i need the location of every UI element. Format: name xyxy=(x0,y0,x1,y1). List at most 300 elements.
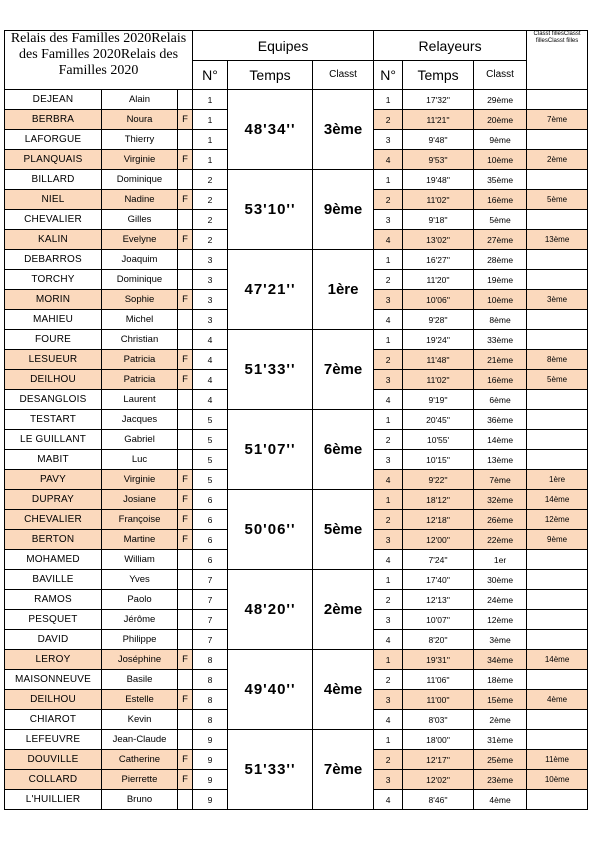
runner-team-number: 2 xyxy=(193,190,228,210)
runner-girls-rank: 1ère xyxy=(527,470,588,490)
runner-time: 10'55' xyxy=(403,430,474,450)
runner-girls-rank xyxy=(527,590,588,610)
runner-time: 11'00'' xyxy=(403,690,474,710)
runner-time: 17'40'' xyxy=(403,570,474,590)
runner-first-name: Joséphine xyxy=(102,650,178,670)
runner-female-flag xyxy=(178,710,193,730)
runner-rank: 30ème xyxy=(474,570,527,590)
runner-last-name: LESUEUR xyxy=(5,350,102,370)
runner-last-name: MOHAMED xyxy=(5,550,102,570)
runner-team-number: 1 xyxy=(193,90,228,110)
runner-rank-header: Classt xyxy=(474,61,527,90)
runner-team-number: 9 xyxy=(193,770,228,790)
runner-rank: 9ème xyxy=(474,130,527,150)
runner-relay-number: 4 xyxy=(374,550,403,570)
runner-rank: 5ème xyxy=(474,210,527,230)
team-time: 47'21'' xyxy=(228,250,313,330)
runner-last-name: DEILHOU xyxy=(5,370,102,390)
runner-last-name: LEFEUVRE xyxy=(5,730,102,750)
runner-first-name: Yves xyxy=(102,570,178,590)
runner-female-flag: F xyxy=(178,290,193,310)
runner-time: 7'24'' xyxy=(403,550,474,570)
runner-time: 9'53'' xyxy=(403,150,474,170)
runner-relay-number: 4 xyxy=(374,230,403,250)
runner-female-flag: F xyxy=(178,470,193,490)
runner-team-number: 5 xyxy=(193,450,228,470)
table-row xyxy=(5,170,588,190)
runner-girls-rank xyxy=(527,550,588,570)
runner-rank: 16ème xyxy=(474,190,527,210)
runner-female-flag xyxy=(178,310,193,330)
runner-female-flag xyxy=(178,450,193,470)
runner-last-name: LE GUILLANT xyxy=(5,430,102,450)
runner-rank: 21ème xyxy=(474,350,527,370)
runner-team-number: 2 xyxy=(193,230,228,250)
runner-rank: 18ème xyxy=(474,670,527,690)
runner-relay-number: 3 xyxy=(374,210,403,230)
runner-first-name: Joaquim xyxy=(102,250,178,270)
runner-time: 11'02'' xyxy=(403,370,474,390)
runner-rank: 34ème xyxy=(474,650,527,670)
runner-first-name: Josiane xyxy=(102,490,178,510)
runner-team-number: 6 xyxy=(193,550,228,570)
runner-relay-number: 2 xyxy=(374,110,403,130)
runner-last-name: CHEVALIER xyxy=(5,510,102,530)
runner-team-number: 7 xyxy=(193,590,228,610)
table-row xyxy=(5,250,588,270)
runner-team-number: 7 xyxy=(193,610,228,630)
runner-rank: 35ème xyxy=(474,170,527,190)
runner-female-flag xyxy=(178,210,193,230)
runner-rank: 7ème xyxy=(474,470,527,490)
team-rank: 9ème xyxy=(313,170,374,250)
runner-girls-rank: 4ème xyxy=(527,690,588,710)
team-time-header: Temps xyxy=(228,61,313,90)
runner-girls-rank: 2ème xyxy=(527,150,588,170)
runner-female-flag xyxy=(178,570,193,590)
runner-girls-rank xyxy=(527,570,588,590)
runner-relay-number: 2 xyxy=(374,590,403,610)
runner-female-flag: F xyxy=(178,770,193,790)
page-title-text: Relais des Familles 2020Relais des Familles 2020Relais des Familles 2020 xyxy=(10,31,187,78)
runner-first-name: Noura xyxy=(102,110,178,130)
runner-time: 9'22'' xyxy=(403,470,474,490)
runner-female-flag xyxy=(178,410,193,430)
classt-filles-header: Classt fillesClasst fillesClasst filles xyxy=(527,31,588,90)
runner-girls-rank: 14ème xyxy=(527,650,588,670)
runner-girls-rank xyxy=(527,450,588,470)
runner-team-number: 4 xyxy=(193,350,228,370)
runner-relay-number: 4 xyxy=(374,710,403,730)
runner-female-flag xyxy=(178,130,193,150)
runner-time: 18'12'' xyxy=(403,490,474,510)
runner-time: 19'24'' xyxy=(403,330,474,350)
runner-last-name: BAVILLE xyxy=(5,570,102,590)
runner-rank: 10ème xyxy=(474,290,527,310)
runner-team-number: 8 xyxy=(193,710,228,730)
runner-time: 9'19'' xyxy=(403,390,474,410)
runner-female-flag: F xyxy=(178,150,193,170)
table-row xyxy=(5,490,588,510)
runner-time: 10'15'' xyxy=(403,450,474,470)
runner-last-name: FOURE xyxy=(5,330,102,350)
runner-time: 11'21'' xyxy=(403,110,474,130)
runner-last-name: RAMOS xyxy=(5,590,102,610)
team-rank: 5ème xyxy=(313,490,374,570)
runner-relay-number: 2 xyxy=(374,270,403,290)
runner-time: 19'31'' xyxy=(403,650,474,670)
table-row xyxy=(5,570,588,590)
runner-relay-number: 1 xyxy=(374,170,403,190)
runner-team-number: 1 xyxy=(193,150,228,170)
runner-team-number: 7 xyxy=(193,570,228,590)
runner-team-number: 5 xyxy=(193,410,228,430)
runner-last-name: CHIAROT xyxy=(5,710,102,730)
runner-girls-rank xyxy=(527,670,588,690)
runner-relay-number: 1 xyxy=(374,250,403,270)
runner-girls-rank: 5ème xyxy=(527,190,588,210)
team-time: 48'20'' xyxy=(228,570,313,650)
runner-last-name: PAVY xyxy=(5,470,102,490)
runner-girls-rank xyxy=(527,410,588,430)
runner-first-name: Catherine xyxy=(102,750,178,770)
runner-team-number: 4 xyxy=(193,370,228,390)
runner-first-name: Patricia xyxy=(102,350,178,370)
runner-team-number: 2 xyxy=(193,210,228,230)
runner-first-name: Alain xyxy=(102,90,178,110)
runner-rank: 15ème xyxy=(474,690,527,710)
runner-first-name: Laurent xyxy=(102,390,178,410)
runner-time: 12'00'' xyxy=(403,530,474,550)
runner-female-flag xyxy=(178,430,193,450)
runner-female-flag xyxy=(178,170,193,190)
team-num-header: N° xyxy=(193,61,228,90)
runner-relay-number: 1 xyxy=(374,410,403,430)
runner-last-name: MABIT xyxy=(5,450,102,470)
runner-relay-number: 4 xyxy=(374,470,403,490)
runner-relay-number: 3 xyxy=(374,530,403,550)
runner-last-name: DESANGLOIS xyxy=(5,390,102,410)
runner-team-number: 5 xyxy=(193,470,228,490)
runner-rank: 2ème xyxy=(474,710,527,730)
runner-first-name: Jean-Claude xyxy=(102,730,178,750)
runner-first-name: Patricia xyxy=(102,370,178,390)
runner-first-name: Paolo xyxy=(102,590,178,610)
runner-rank: 31ème xyxy=(474,730,527,750)
runner-rank: 12ème xyxy=(474,610,527,630)
runner-time: 20'45'' xyxy=(403,410,474,430)
runner-relay-number: 4 xyxy=(374,790,403,810)
page-title xyxy=(5,31,193,90)
team-rank: 6ème xyxy=(313,410,374,490)
team-rank: 4ème xyxy=(313,650,374,730)
runner-relay-number: 1 xyxy=(374,90,403,110)
runner-last-name: BERTON xyxy=(5,530,102,550)
runner-team-number: 3 xyxy=(193,290,228,310)
runner-girls-rank: 5ème xyxy=(527,370,588,390)
runner-team-number: 4 xyxy=(193,390,228,410)
runner-girls-rank xyxy=(527,210,588,230)
runner-rank: 3ème xyxy=(474,630,527,650)
runner-girls-rank xyxy=(527,270,588,290)
runner-rank: 8ème xyxy=(474,310,527,330)
runner-rank: 27ème xyxy=(474,230,527,250)
runner-girls-rank: 12ème xyxy=(527,510,588,530)
runner-girls-rank xyxy=(527,330,588,350)
runner-team-number: 4 xyxy=(193,330,228,350)
table-row xyxy=(5,90,588,110)
runner-female-flag: F xyxy=(178,530,193,550)
runner-female-flag xyxy=(178,610,193,630)
runner-relay-number: 4 xyxy=(374,310,403,330)
runner-first-name: Martine xyxy=(102,530,178,550)
runner-girls-rank xyxy=(527,430,588,450)
runner-team-number: 3 xyxy=(193,310,228,330)
runner-last-name: KALIN xyxy=(5,230,102,250)
runner-time: 11'02'' xyxy=(403,190,474,210)
runner-female-flag xyxy=(178,330,193,350)
runner-last-name: LAFORGUE xyxy=(5,130,102,150)
runner-team-number: 3 xyxy=(193,270,228,290)
team-time: 48'34'' xyxy=(228,90,313,170)
runner-rank: 25ème xyxy=(474,750,527,770)
runner-girls-rank xyxy=(527,630,588,650)
runner-girls-rank: 10ème xyxy=(527,770,588,790)
runner-first-name: Jérôme xyxy=(102,610,178,630)
runner-girls-rank: 8ème xyxy=(527,350,588,370)
table-row xyxy=(5,730,588,750)
runner-last-name: DUPRAY xyxy=(5,490,102,510)
runner-relay-number: 4 xyxy=(374,630,403,650)
runner-time: 12'18'' xyxy=(403,510,474,530)
runner-relay-number: 3 xyxy=(374,690,403,710)
runner-first-name: Thierry xyxy=(102,130,178,150)
runner-female-flag: F xyxy=(178,650,193,670)
runner-time: 19'48'' xyxy=(403,170,474,190)
runner-last-name: CHEVALIER xyxy=(5,210,102,230)
runner-relay-number: 1 xyxy=(374,730,403,750)
runner-girls-rank xyxy=(527,170,588,190)
runner-team-number: 5 xyxy=(193,430,228,450)
runner-team-number: 6 xyxy=(193,530,228,550)
runner-team-number: 8 xyxy=(193,670,228,690)
runner-relay-number: 1 xyxy=(374,650,403,670)
runner-relay-number: 3 xyxy=(374,610,403,630)
runner-female-flag: F xyxy=(178,690,193,710)
runner-last-name: DEBARROS xyxy=(5,250,102,270)
runner-rank: 33ème xyxy=(474,330,527,350)
runner-girls-rank xyxy=(527,130,588,150)
team-rank: 2ème xyxy=(313,570,374,650)
runner-female-flag xyxy=(178,670,193,690)
runner-rank: 24ème xyxy=(474,590,527,610)
runner-relay-number: 1 xyxy=(374,490,403,510)
runner-girls-rank: 11ème xyxy=(527,750,588,770)
runner-last-name: TESTART xyxy=(5,410,102,430)
runner-time: 13'02'' xyxy=(403,230,474,250)
runner-last-name: LEROY xyxy=(5,650,102,670)
runner-rank: 6ème xyxy=(474,390,527,410)
results-table xyxy=(4,30,588,810)
runner-time: 9'18'' xyxy=(403,210,474,230)
runner-girls-rank: 13ème xyxy=(527,230,588,250)
runner-first-name: Virginie xyxy=(102,470,178,490)
runner-time: 8'03'' xyxy=(403,710,474,730)
runner-rank: 23ème xyxy=(474,770,527,790)
runner-last-name: TORCHY xyxy=(5,270,102,290)
runner-female-flag: F xyxy=(178,190,193,210)
runner-rank: 32ème xyxy=(474,490,527,510)
table-row xyxy=(5,330,588,350)
runner-relay-number: 1 xyxy=(374,330,403,350)
runner-team-number: 3 xyxy=(193,250,228,270)
runner-girls-rank xyxy=(527,610,588,630)
runner-girls-rank xyxy=(527,710,588,730)
runner-time: 9'28'' xyxy=(403,310,474,330)
runner-relay-number: 3 xyxy=(374,450,403,470)
runner-girls-rank xyxy=(527,310,588,330)
runner-relay-number: 2 xyxy=(374,350,403,370)
runner-first-name: Jacques xyxy=(102,410,178,430)
runner-rank: 19ème xyxy=(474,270,527,290)
runner-female-flag xyxy=(178,270,193,290)
runner-time: 18'00'' xyxy=(403,730,474,750)
runner-rank: 29ème xyxy=(474,90,527,110)
runner-first-name: Philippe xyxy=(102,630,178,650)
runner-last-name: L'HUILLIER xyxy=(5,790,102,810)
runner-team-number: 6 xyxy=(193,510,228,530)
runner-last-name: BERBRA xyxy=(5,110,102,130)
runner-female-flag xyxy=(178,550,193,570)
team-rank: 1ère xyxy=(313,250,374,330)
runner-female-flag xyxy=(178,790,193,810)
runner-time: 10'07'' xyxy=(403,610,474,630)
runner-first-name: Kevin xyxy=(102,710,178,730)
runner-rank: 22ème xyxy=(474,530,527,550)
runner-female-flag xyxy=(178,590,193,610)
runner-first-name: William xyxy=(102,550,178,570)
runner-time: 12'02'' xyxy=(403,770,474,790)
runner-female-flag xyxy=(178,390,193,410)
runner-team-number: 2 xyxy=(193,170,228,190)
runner-relay-number: 3 xyxy=(374,130,403,150)
runner-female-flag: F xyxy=(178,230,193,250)
runner-rank: 13ème xyxy=(474,450,527,470)
runner-girls-rank xyxy=(527,790,588,810)
table-row xyxy=(5,650,588,670)
runner-girls-rank: 3ème xyxy=(527,290,588,310)
runner-time: 10'06'' xyxy=(403,290,474,310)
runner-relay-number: 3 xyxy=(374,770,403,790)
table-row xyxy=(5,410,588,430)
runner-relay-number: 2 xyxy=(374,510,403,530)
runner-first-name: Dominique xyxy=(102,270,178,290)
runner-team-number: 9 xyxy=(193,790,228,810)
runner-relay-number: 1 xyxy=(374,570,403,590)
team-time: 51'07'' xyxy=(228,410,313,490)
runner-first-name: Pierrette xyxy=(102,770,178,790)
runner-female-flag xyxy=(178,250,193,270)
runner-girls-rank xyxy=(527,730,588,750)
runner-rank: 28ème xyxy=(474,250,527,270)
runner-time: 11'48'' xyxy=(403,350,474,370)
runner-time: 16'27'' xyxy=(403,250,474,270)
runner-team-number: 1 xyxy=(193,130,228,150)
runner-female-flag: F xyxy=(178,750,193,770)
runner-girls-rank: 14ème xyxy=(527,490,588,510)
runner-first-name: Gabriel xyxy=(102,430,178,450)
runner-last-name: MAHIEU xyxy=(5,310,102,330)
team-rank: 3ème xyxy=(313,90,374,170)
runner-rank: 4ème xyxy=(474,790,527,810)
team-rank: 7ème xyxy=(313,330,374,410)
runner-team-number: 1 xyxy=(193,110,228,130)
runner-female-flag: F xyxy=(178,110,193,130)
runner-first-name: Virginie xyxy=(102,150,178,170)
runner-female-flag xyxy=(178,90,193,110)
runner-female-flag xyxy=(178,730,193,750)
team-time: 53'10'' xyxy=(228,170,313,250)
runner-first-name: Nadine xyxy=(102,190,178,210)
runner-last-name: DEJEAN xyxy=(5,90,102,110)
runner-female-flag: F xyxy=(178,350,193,370)
runner-time: 11'20'' xyxy=(403,270,474,290)
runner-last-name: MORIN xyxy=(5,290,102,310)
runner-team-number: 9 xyxy=(193,750,228,770)
runner-time: 8'46'' xyxy=(403,790,474,810)
runner-time-header: Temps xyxy=(403,61,474,90)
runner-rank: 10ème xyxy=(474,150,527,170)
runner-last-name: DAVID xyxy=(5,630,102,650)
runner-relay-number: 3 xyxy=(374,290,403,310)
runner-relay-number: 3 xyxy=(374,370,403,390)
team-time: 51'33'' xyxy=(228,730,313,810)
runner-team-number: 8 xyxy=(193,690,228,710)
runner-last-name: DOUVILLE xyxy=(5,750,102,770)
runner-rank: 1er xyxy=(474,550,527,570)
relayeurs-header: Relayeurs xyxy=(374,31,527,61)
runner-first-name: Christian xyxy=(102,330,178,350)
runner-first-name: Sophie xyxy=(102,290,178,310)
runner-rank: 26ème xyxy=(474,510,527,530)
runner-girls-rank xyxy=(527,90,588,110)
runner-first-name: Evelyne xyxy=(102,230,178,250)
runner-first-name: Dominique xyxy=(102,170,178,190)
runner-time: 9'48'' xyxy=(403,130,474,150)
runner-rank: 14ème xyxy=(474,430,527,450)
runner-first-name: Luc xyxy=(102,450,178,470)
runner-team-number: 7 xyxy=(193,630,228,650)
team-time: 49'40'' xyxy=(228,650,313,730)
runner-girls-rank: 7ème xyxy=(527,110,588,130)
runner-relay-number: 4 xyxy=(374,390,403,410)
runner-team-number: 6 xyxy=(193,490,228,510)
runner-relay-number: 2 xyxy=(374,430,403,450)
runner-relay-number: 2 xyxy=(374,750,403,770)
runner-rank: 36ème xyxy=(474,410,527,430)
runner-team-number: 8 xyxy=(193,650,228,670)
runner-girls-rank xyxy=(527,390,588,410)
runner-relay-number: 2 xyxy=(374,190,403,210)
runner-last-name: PESQUET xyxy=(5,610,102,630)
runner-num-header: N° xyxy=(374,61,403,90)
runner-time: 12'13'' xyxy=(403,590,474,610)
team-time: 50'06'' xyxy=(228,490,313,570)
runner-first-name: Michel xyxy=(102,310,178,330)
runner-relay-number: 2 xyxy=(374,670,403,690)
runner-female-flag: F xyxy=(178,490,193,510)
runner-first-name: Gilles xyxy=(102,210,178,230)
